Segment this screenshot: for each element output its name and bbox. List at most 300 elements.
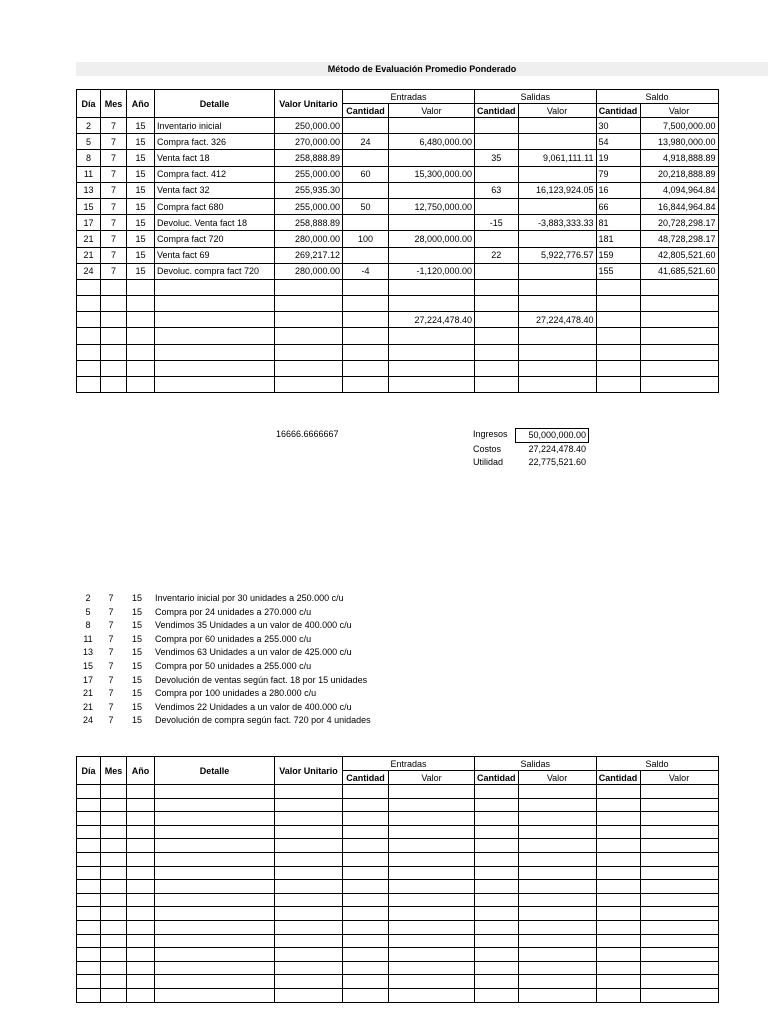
blank-cell xyxy=(77,880,101,894)
blank-cell xyxy=(475,798,519,812)
blank-cell xyxy=(343,988,389,1002)
cell-sdo-val: 41,685,521.60 xyxy=(640,263,718,279)
blank-cell xyxy=(596,880,640,894)
blank-cell xyxy=(101,866,127,880)
transaction-line xyxy=(76,646,371,660)
cell-sal-cant xyxy=(475,328,519,344)
cell-dia: 11 xyxy=(77,166,101,182)
cell-sal-cant xyxy=(475,279,519,295)
cell-vu: 269,217.12 xyxy=(275,247,343,263)
blank-cell xyxy=(275,948,343,962)
cell-ent-cant: 24 xyxy=(343,134,389,150)
blank-cell xyxy=(475,866,519,880)
blank-cell xyxy=(343,934,389,948)
cell-detalle: Compra fact. 326 xyxy=(155,134,275,150)
cell-anio: 15 xyxy=(127,166,155,182)
cell-sal-val xyxy=(518,296,596,312)
cell-ent-val: 27,224,478.40 xyxy=(389,312,475,328)
cell-detalle xyxy=(155,296,275,312)
blank-cell xyxy=(155,934,275,948)
transaction-anio: 15 xyxy=(131,701,142,712)
header-entradas-cantidad: Cantidad xyxy=(343,104,389,118)
table-row xyxy=(77,231,719,247)
cell-sal-cant xyxy=(475,263,519,279)
blank-cell xyxy=(127,948,155,962)
cell-ent-val xyxy=(389,215,475,231)
header-entradas: Entradas xyxy=(343,90,475,104)
cell-sdo-cant: 30 xyxy=(596,118,640,134)
cell-ent-cant: -4 xyxy=(343,263,389,279)
cell-mes xyxy=(101,279,127,295)
transaction-anio: 15 xyxy=(131,620,142,631)
blank-cell xyxy=(127,975,155,989)
blank-cell xyxy=(518,975,596,989)
table-row xyxy=(77,344,719,360)
blank-cell xyxy=(389,798,475,812)
cell-dia: 17 xyxy=(77,215,101,231)
blank-cell xyxy=(343,893,389,907)
table-row xyxy=(77,215,719,231)
blank-cell xyxy=(127,934,155,948)
table-row xyxy=(77,166,719,182)
cell-vu: 250,000.00 xyxy=(275,118,343,134)
blank-cell xyxy=(101,812,127,826)
blank-cell xyxy=(101,920,127,934)
cell-ent-val: 12,750,000.00 xyxy=(389,198,475,214)
cell-ent-cant xyxy=(343,328,389,344)
transaction-texto: Compra por 50 unidades a 255.000 c/u xyxy=(155,660,312,671)
cell-mes xyxy=(101,377,127,393)
blank-cell xyxy=(275,907,343,921)
transaction-line xyxy=(76,633,371,647)
cell-ent-cant xyxy=(343,360,389,376)
blank-cell xyxy=(596,825,640,839)
transaction-line xyxy=(76,714,371,728)
transaction-line xyxy=(76,701,371,715)
blank-cell xyxy=(389,907,475,921)
table-row xyxy=(77,263,719,279)
blank-cell xyxy=(155,961,275,975)
blank-cell xyxy=(596,852,640,866)
cell-mes xyxy=(101,296,127,312)
cell-detalle: Devoluc. Venta fact 18 xyxy=(155,215,275,231)
cell-sal-val xyxy=(518,118,596,134)
cell-sdo-val: 4,918,888.89 xyxy=(640,150,718,166)
cell-mes: 7 xyxy=(101,198,127,214)
cell-ent-cant xyxy=(343,279,389,295)
blank-cell xyxy=(640,798,718,812)
blank-cell xyxy=(155,948,275,962)
transaction-mes: 7 xyxy=(108,674,114,685)
cell-vu: 255,000.00 xyxy=(275,166,343,182)
cell-ent-val xyxy=(389,247,475,263)
cell-sdo-val: 13,980,000.00 xyxy=(640,134,718,150)
cell-sal-cant xyxy=(475,231,519,247)
blank-cell xyxy=(101,948,127,962)
cell-detalle: Venta fact 18 xyxy=(155,150,275,166)
transaction-anio: 15 xyxy=(131,593,142,603)
cell-mes: 7 xyxy=(101,134,127,150)
transaction-mes: 7 xyxy=(108,647,114,658)
cell-sal-cant xyxy=(475,166,519,182)
table-row xyxy=(77,377,719,393)
blank-cell xyxy=(389,852,475,866)
blank-row xyxy=(77,825,719,839)
header-salidas: Salidas xyxy=(475,757,597,771)
utilidad-value: 22,775,521.60 xyxy=(528,457,586,467)
header-salidas-valor: Valor xyxy=(518,104,596,118)
header-saldo: Saldo xyxy=(596,90,718,104)
cell-vu: 280,000.00 xyxy=(275,263,343,279)
transaction-dia: 2 xyxy=(85,593,91,603)
transaction-mes: 7 xyxy=(108,620,114,631)
cell-dia xyxy=(77,360,101,376)
cell-anio: 15 xyxy=(127,198,155,214)
cell-sal-cant xyxy=(475,118,519,134)
blank-cell xyxy=(596,907,640,921)
table-row xyxy=(77,198,719,214)
blank-cell xyxy=(127,839,155,853)
cell-sal-val: 16,123,924.05 xyxy=(518,182,596,198)
transaction-mes: 7 xyxy=(108,633,114,644)
blank-cell xyxy=(518,893,596,907)
cell-dia xyxy=(77,296,101,312)
blank-cell xyxy=(596,920,640,934)
blank-cell xyxy=(275,852,343,866)
cell-sal-val xyxy=(518,166,596,182)
blank-cell xyxy=(343,975,389,989)
cell-ent-cant xyxy=(343,344,389,360)
cell-dia xyxy=(77,344,101,360)
cell-detalle xyxy=(155,344,275,360)
table-row xyxy=(77,134,719,150)
cell-sal-val xyxy=(518,198,596,214)
cell-ent-cant xyxy=(343,182,389,198)
blank-cell xyxy=(155,866,275,880)
cell-anio: 15 xyxy=(127,118,155,134)
cell-sdo-cant: 159 xyxy=(596,247,640,263)
blank-row xyxy=(77,920,719,934)
blank-row xyxy=(77,839,719,853)
header-salidas-valor: Valor xyxy=(518,771,596,785)
loose-value: 16666.6666667 xyxy=(276,429,339,439)
blank-cell xyxy=(389,880,475,894)
blank-cell xyxy=(389,975,475,989)
table-row xyxy=(77,247,719,263)
blank-cell xyxy=(343,785,389,799)
blank-cell xyxy=(389,988,475,1002)
cell-ent-val: -1,120,000.00 xyxy=(389,263,475,279)
ingresos-label: Ingresos xyxy=(473,429,508,439)
blank-cell xyxy=(155,975,275,989)
cell-dia: 8 xyxy=(77,150,101,166)
transaction-dia: 21 xyxy=(82,701,93,712)
cell-sal-val xyxy=(518,344,596,360)
blank-cell xyxy=(518,934,596,948)
cell-sdo-val: 4,094,964.84 xyxy=(640,182,718,198)
blank-cell xyxy=(275,934,343,948)
blank-cell xyxy=(77,785,101,799)
page-title: Método de Evaluación Promedio Ponderado xyxy=(327,64,517,74)
cell-detalle: Venta fact 69 xyxy=(155,247,275,263)
cell-sdo-cant xyxy=(596,279,640,295)
cell-vu xyxy=(275,360,343,376)
blank-cell xyxy=(518,866,596,880)
blank-cell xyxy=(127,961,155,975)
blank-cell xyxy=(640,934,718,948)
cell-ent-val xyxy=(389,377,475,393)
blank-cell xyxy=(77,812,101,826)
blank-cell xyxy=(596,948,640,962)
cell-vu xyxy=(275,279,343,295)
transaction-texto: Devolución de compra según fact. 720 por 4 unidades xyxy=(155,715,371,726)
cell-sdo-cant xyxy=(596,344,640,360)
cell-dia xyxy=(77,328,101,344)
blank-cell xyxy=(101,798,127,812)
blank-cell xyxy=(518,825,596,839)
cell-ent-val xyxy=(389,328,475,344)
blank-cell xyxy=(275,798,343,812)
blank-cell xyxy=(475,934,519,948)
transaction-dia: 21 xyxy=(82,688,93,699)
blank-row xyxy=(77,934,719,948)
transaction-texto: Devolución de ventas según fact. 18 por 15 unidades xyxy=(155,674,368,685)
header-anio: Año xyxy=(127,90,155,118)
cell-sal-cant xyxy=(475,134,519,150)
cell-vu xyxy=(275,312,343,328)
blank-row xyxy=(77,961,719,975)
cell-sdo-val xyxy=(640,296,718,312)
blank-cell xyxy=(518,852,596,866)
header-entradas-cantidad: Cantidad xyxy=(343,771,389,785)
blank-cell xyxy=(127,798,155,812)
blank-cell xyxy=(596,975,640,989)
cell-vu: 258,888.89 xyxy=(275,215,343,231)
blank-cell xyxy=(389,785,475,799)
transaction-anio: 15 xyxy=(131,715,142,726)
cell-mes xyxy=(101,312,127,328)
cell-anio xyxy=(127,360,155,376)
transaction-texto: Vendimos 22 Unidades a un valor de 400.000 c/u xyxy=(155,701,352,712)
cell-sdo-val: 7,500,000.00 xyxy=(640,118,718,134)
cell-sal-cant xyxy=(475,312,519,328)
cell-ent-cant xyxy=(343,377,389,393)
transaction-line xyxy=(76,592,371,606)
blank-cell xyxy=(77,825,101,839)
cell-anio xyxy=(127,328,155,344)
blank-cell xyxy=(77,988,101,1002)
cell-ent-val xyxy=(389,344,475,360)
cell-anio xyxy=(127,296,155,312)
blank-cell xyxy=(640,866,718,880)
cell-sdo-cant: 155 xyxy=(596,263,640,279)
blank-cell xyxy=(640,785,718,799)
costos-value: 27,224,478.40 xyxy=(528,444,586,454)
blank-cell xyxy=(640,825,718,839)
transaction-texto: Inventario inicial por 30 unidades a 250.000 c/u xyxy=(155,593,344,603)
blank-cell xyxy=(275,961,343,975)
blank-cell xyxy=(155,852,275,866)
cell-anio xyxy=(127,344,155,360)
blank-cell xyxy=(77,852,101,866)
cell-ent-val xyxy=(389,150,475,166)
blank-cell xyxy=(343,961,389,975)
cell-detalle xyxy=(155,279,275,295)
header-dia: Día xyxy=(77,90,101,118)
transaction-dia: 11 xyxy=(83,633,93,644)
blank-cell xyxy=(275,988,343,1002)
blank-cell xyxy=(101,988,127,1002)
transaction-mes: 7 xyxy=(108,701,114,712)
transaction-mes: 7 xyxy=(108,715,114,726)
blank-cell xyxy=(389,812,475,826)
costos-label: Costos xyxy=(473,444,502,454)
blank-row xyxy=(77,880,719,894)
cell-vu: 258,888.89 xyxy=(275,150,343,166)
blank-cell xyxy=(155,920,275,934)
cell-sdo-cant xyxy=(596,296,640,312)
blank-cell xyxy=(127,920,155,934)
blank-cell xyxy=(101,934,127,948)
header-valor-unitario: Valor Unitario xyxy=(275,90,343,118)
blank-cell xyxy=(640,893,718,907)
blank-cell xyxy=(77,798,101,812)
blank-cell xyxy=(101,961,127,975)
blank-cell xyxy=(518,948,596,962)
blank-cell xyxy=(127,852,155,866)
table-row xyxy=(77,118,719,134)
cell-sdo-cant xyxy=(596,360,640,376)
cell-mes xyxy=(101,328,127,344)
blank-cell xyxy=(640,880,718,894)
cell-ent-val: 15,300,000.00 xyxy=(389,166,475,182)
transaction-line xyxy=(76,619,371,633)
cell-anio: 15 xyxy=(127,150,155,166)
blank-cell xyxy=(640,852,718,866)
cell-sdo-val xyxy=(640,344,718,360)
cell-sdo-cant: 19 xyxy=(596,150,640,166)
blank-cell xyxy=(155,907,275,921)
cell-mes: 7 xyxy=(101,182,127,198)
header-entradas-valor: Valor xyxy=(389,771,475,785)
blank-cell xyxy=(475,785,519,799)
blank-cell xyxy=(101,839,127,853)
cell-detalle: Compra fact. 412 xyxy=(155,166,275,182)
blank-cell xyxy=(343,880,389,894)
blank-cell xyxy=(596,934,640,948)
blank-cell xyxy=(389,893,475,907)
blank-cell xyxy=(127,907,155,921)
blank-cell xyxy=(475,975,519,989)
cell-sal-cant xyxy=(475,377,519,393)
table-row xyxy=(77,328,719,344)
cell-detalle xyxy=(155,377,275,393)
cell-ent-val: 28,000,000.00 xyxy=(389,231,475,247)
blank-cell xyxy=(155,988,275,1002)
cell-sal-val: 5,922,776.57 xyxy=(518,247,596,263)
header-saldo-cantidad: Cantidad xyxy=(596,104,640,118)
cell-dia: 21 xyxy=(77,231,101,247)
transaction-texto: Vendimos 63 Unidades a un valor de 425.000 c/u xyxy=(155,647,352,658)
cell-sal-cant xyxy=(475,198,519,214)
table-row xyxy=(77,279,719,295)
transaction-dia: 5 xyxy=(85,606,91,617)
blank-cell xyxy=(596,812,640,826)
transaction-mes: 7 xyxy=(108,606,114,617)
ingresos-value: 50,000,000.00 xyxy=(515,428,589,443)
cell-ent-cant xyxy=(343,312,389,328)
cell-sal-val xyxy=(518,134,596,150)
transaction-anio: 15 xyxy=(131,674,142,685)
cell-sdo-val: 16,844,964.84 xyxy=(640,198,718,214)
header-mes: Mes xyxy=(101,757,127,785)
cell-dia: 5 xyxy=(77,134,101,150)
blank-cell xyxy=(155,893,275,907)
blank-row xyxy=(77,907,719,921)
transaction-dia: 8 xyxy=(85,620,91,631)
cell-anio xyxy=(127,377,155,393)
table-row xyxy=(77,182,719,198)
cell-mes xyxy=(101,360,127,376)
cell-dia xyxy=(77,279,101,295)
cell-sdo-cant xyxy=(596,312,640,328)
cell-sal-val xyxy=(518,328,596,344)
cell-sdo-cant: 181 xyxy=(596,231,640,247)
blank-row xyxy=(77,988,719,1002)
blank-cell xyxy=(475,852,519,866)
blank-cell xyxy=(155,825,275,839)
cell-vu: 270,000.00 xyxy=(275,134,343,150)
blank-cell xyxy=(343,852,389,866)
blank-cell xyxy=(77,975,101,989)
blank-cell xyxy=(640,948,718,962)
blank-cell xyxy=(475,920,519,934)
cell-sal-cant: 63 xyxy=(475,182,519,198)
blank-cell xyxy=(518,880,596,894)
cell-sal-val xyxy=(518,263,596,279)
table-row xyxy=(77,360,719,376)
cell-ent-cant xyxy=(343,247,389,263)
blank-cell xyxy=(640,839,718,853)
header-saldo-cantidad: Cantidad xyxy=(596,771,640,785)
header-entradas-valor: Valor xyxy=(389,104,475,118)
cell-vu xyxy=(275,377,343,393)
transaction-anio: 15 xyxy=(131,660,142,671)
cell-sal-val xyxy=(518,377,596,393)
cell-dia xyxy=(77,377,101,393)
cell-mes: 7 xyxy=(101,247,127,263)
blank-cell xyxy=(343,920,389,934)
cell-detalle xyxy=(155,360,275,376)
transaction-anio: 15 xyxy=(131,606,142,617)
cell-mes: 7 xyxy=(101,263,127,279)
cell-detalle: Venta fact 32 xyxy=(155,182,275,198)
cell-detalle: Compra fact 720 xyxy=(155,231,275,247)
blank-cell xyxy=(77,920,101,934)
blank-cell xyxy=(343,907,389,921)
blank-cell xyxy=(389,934,475,948)
blank-cell xyxy=(475,880,519,894)
blank-cell xyxy=(518,907,596,921)
header-anio: Año xyxy=(127,757,155,785)
cell-ent-val xyxy=(389,279,475,295)
kardex-table-body xyxy=(77,118,719,393)
blank-cell xyxy=(640,907,718,921)
cell-anio: 15 xyxy=(127,215,155,231)
transaction-dia: 15 xyxy=(82,660,93,671)
blank-cell xyxy=(343,866,389,880)
cell-ent-val xyxy=(389,360,475,376)
